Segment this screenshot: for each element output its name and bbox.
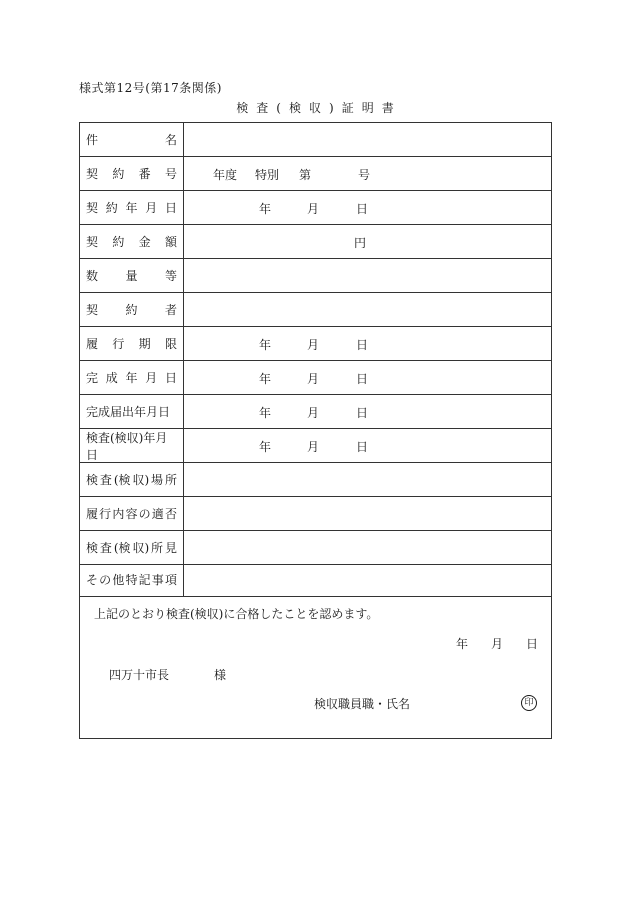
day-label: 日	[356, 406, 369, 420]
label-char: 月	[145, 201, 158, 215]
label-char: 査	[99, 473, 112, 487]
title-char: )	[329, 101, 334, 115]
title-char: 明	[361, 101, 374, 115]
label-char: 完	[86, 371, 99, 385]
label-char: 契	[86, 201, 99, 215]
label-char: 契	[86, 235, 99, 249]
label-char: 行	[112, 337, 125, 351]
label-other-notes	[80, 563, 184, 596]
label-quantity	[80, 259, 184, 292]
label-char: 他	[112, 573, 125, 587]
row-other-notes	[80, 563, 551, 597]
form-number: 様式第12号(第17条関係)	[79, 81, 222, 95]
row-inspection-date	[80, 429, 551, 463]
label-char: 場	[151, 473, 164, 487]
row-contractor	[80, 293, 551, 327]
label-char: 年	[125, 201, 138, 215]
row-contract-amount	[80, 225, 551, 259]
row-subject	[80, 123, 551, 157]
label-char: 約	[112, 167, 125, 181]
label-char: 限	[164, 337, 177, 351]
label-char: 記	[138, 573, 151, 587]
label-char: の	[138, 507, 151, 521]
label-text: 検査(検収)年月日	[86, 430, 168, 462]
day-label: 日	[356, 338, 369, 352]
label-char: 日	[164, 371, 177, 385]
honorific: 様	[214, 668, 227, 682]
row-inspection-place	[80, 463, 551, 497]
label-char: 者	[164, 303, 177, 317]
label-char: 履	[86, 337, 99, 351]
label-char: 約	[105, 201, 118, 215]
label-char: 契	[86, 167, 99, 181]
label-contractor	[80, 293, 184, 326]
label-char: 内	[112, 507, 125, 521]
day-label: 日	[356, 202, 369, 216]
month-label: 月	[307, 406, 320, 420]
value-performance-suitability[interactable]	[184, 497, 551, 530]
label-inspection-findings	[80, 531, 184, 564]
label-char: 容	[125, 507, 138, 521]
label-text: 完成届出年月日	[86, 405, 171, 419]
label-char: 成	[105, 371, 118, 385]
label-char: の	[99, 573, 112, 587]
value-contract-amount[interactable]	[184, 225, 551, 258]
title-char: 査	[256, 101, 269, 115]
row-quantity	[80, 259, 551, 293]
month-label: 月	[307, 372, 320, 386]
label-char: 約	[112, 235, 125, 249]
month-label: 月	[307, 202, 320, 216]
value-inspection-date[interactable]	[184, 429, 551, 462]
label-inspection-date	[80, 429, 184, 462]
addressee: 四万十市長	[109, 668, 170, 682]
row-performance-suitability	[80, 497, 551, 531]
label-char: 所	[164, 473, 177, 487]
label-char: 収)	[132, 473, 150, 487]
label-char: 額	[164, 235, 177, 249]
label-completion-notice-date	[80, 395, 184, 428]
label-char: 見	[164, 541, 177, 555]
value-contractor[interactable]	[184, 293, 551, 326]
row-contract-date	[80, 191, 551, 225]
inspector-label: 検収職員職・氏名	[314, 697, 411, 711]
label-char: 収)	[132, 541, 150, 555]
value-quantity[interactable]	[184, 259, 551, 292]
label-completion-date	[80, 361, 184, 394]
value-other-notes[interactable]	[184, 563, 551, 596]
label-char: そ	[86, 573, 99, 587]
title-char: 書	[381, 101, 394, 115]
year-label: 年	[259, 338, 272, 352]
value-performance-deadline[interactable]	[184, 327, 551, 360]
label-char: 特	[125, 573, 138, 587]
label-performance-suitability	[80, 497, 184, 530]
document-title	[0, 99, 630, 116]
label-char: 検	[86, 541, 99, 555]
fiscal-year-label: 年度	[213, 168, 238, 182]
value-contract-date[interactable]	[184, 191, 551, 224]
label-inspection-place	[80, 463, 184, 496]
label-performance-deadline	[80, 327, 184, 360]
title-char: 検	[236, 101, 249, 115]
row-inspection-findings	[80, 531, 551, 565]
yen-label: 円	[354, 236, 367, 250]
label-char: 期	[138, 337, 151, 351]
day-label: 日	[356, 440, 369, 454]
label-char: 量	[125, 269, 138, 283]
value-completion-date[interactable]	[184, 361, 551, 394]
label-subject	[80, 123, 184, 156]
label-char: 号	[164, 167, 177, 181]
label-contract-number	[80, 157, 184, 190]
year-label: 年	[259, 440, 272, 454]
value-contract-number[interactable]	[184, 157, 551, 190]
label-char: 事	[151, 573, 164, 587]
cert-month-label: 月	[491, 637, 504, 651]
value-subject[interactable]	[184, 123, 551, 156]
row-completion-notice-date	[80, 395, 551, 429]
title-char: 検	[288, 101, 301, 115]
month-label: 月	[307, 440, 320, 454]
value-inspection-place[interactable]	[184, 463, 551, 496]
label-char: 行	[99, 507, 112, 521]
label-char: (検	[113, 473, 131, 487]
label-char: (検	[113, 541, 131, 555]
certificate-form	[79, 122, 552, 739]
title-char: 証	[341, 101, 354, 115]
row-performance-deadline	[80, 327, 551, 361]
label-char: 年	[125, 371, 138, 385]
month-label: 月	[307, 338, 320, 352]
label-char: 件	[86, 133, 99, 147]
label-char: 否	[164, 507, 177, 521]
label-char: 項	[164, 573, 177, 587]
certification-section	[80, 597, 551, 738]
label-char: 月	[145, 371, 158, 385]
label-char: 約	[125, 303, 138, 317]
row-contract-number	[80, 157, 551, 191]
seal-icon: 印	[521, 695, 537, 711]
label-contract-date	[80, 191, 184, 224]
label-char: 適	[151, 507, 164, 521]
year-label: 年	[259, 372, 272, 386]
special-label: 特別	[255, 168, 280, 182]
label-char: 数	[86, 269, 99, 283]
label-contract-amount	[80, 225, 184, 258]
row-completion-date	[80, 361, 551, 395]
label-char: 等	[164, 269, 177, 283]
label-char: 番	[138, 167, 151, 181]
title-char: 収	[308, 101, 321, 115]
label-char: 履	[86, 507, 99, 521]
day-label: 日	[356, 372, 369, 386]
label-char: 所	[151, 541, 164, 555]
year-label: 年	[259, 202, 272, 216]
label-char: 査	[99, 541, 112, 555]
value-inspection-findings[interactable]	[184, 531, 551, 564]
label-char: 金	[138, 235, 151, 249]
number-suffix-label: 号	[358, 168, 371, 182]
label-char: 日	[164, 201, 177, 215]
title-char: (	[276, 101, 281, 115]
label-char: 契	[86, 303, 99, 317]
value-completion-notice-date[interactable]	[184, 395, 551, 428]
cert-year-label: 年	[456, 637, 469, 651]
cert-day-label: 日	[526, 637, 539, 651]
label-char: 検	[86, 473, 99, 487]
label-char: 名	[164, 133, 177, 147]
number-prefix-label: 第	[299, 168, 312, 182]
certification-statement: 上記のとおり検査(検収)に合格したことを認めます。	[94, 607, 379, 621]
year-label: 年	[259, 406, 272, 420]
